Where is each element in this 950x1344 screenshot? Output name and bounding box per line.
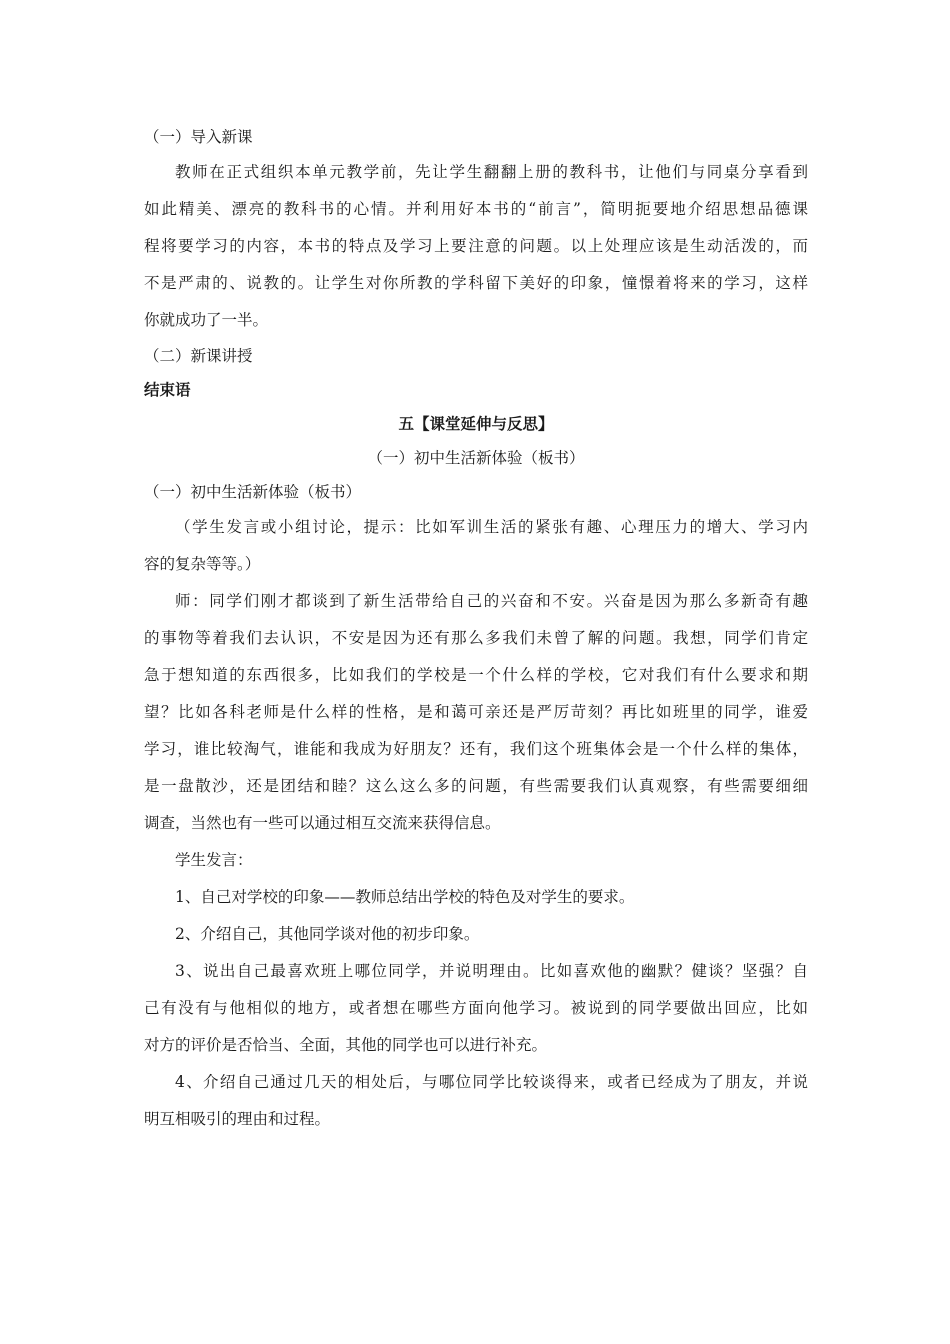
list-item-4 <box>144 1064 808 1138</box>
paragraph-line: 明互相吸引的理由和过程。 <box>144 1110 331 1128</box>
paragraph-line: 望？比如各科老师是什么样的性格，是和蔼可亲还是严厉苛刻？再比如班里的同学，谁爱 <box>144 703 808 721</box>
paragraph-line: （学生发言或小组讨论，提示：比如军训生活的紧张有趣、心理压力的增大、学习内 <box>175 518 808 536</box>
section-five-title: 五【课堂延伸与反思】 <box>398 415 554 433</box>
paragraph-line: 对方的评价是否恰当、全面，其他的同学也可以进行补充。 <box>144 1036 548 1054</box>
list-item-3 <box>144 953 808 1064</box>
heading-closing: 结束语 <box>144 381 191 399</box>
paragraph-line: 不是严肃的、说教的。让学生对你所教的学科留下美好的印象，憧憬着将来的学习，这样 <box>144 274 808 292</box>
paragraph-intro <box>144 154 808 339</box>
paragraph-line: 你就成功了一半。 <box>144 311 269 329</box>
paragraph-line: 教师在正式组织本单元教学前，先让学生翻翻上册的教科书，让他们与同桌分享看到 <box>175 163 808 181</box>
heading-new-lesson: （二）新课讲授 <box>144 347 253 365</box>
paragraph-line: 如此精美、漂亮的教科书的心情。并利用好本书的“前言”，简明扼要地介绍思想品德课 <box>144 200 808 218</box>
paragraph-line: 3、说出自己最喜欢班上哪位同学，并说明理由。比如喜欢他的幽默？健谈？坚强？自 <box>175 962 808 980</box>
board-title-center: （一）初中生活新体验（板书） <box>367 449 585 467</box>
paragraph-line: 的事物等着我们去认识，不安是因为还有那么多我们未曾了解的问题。我想，同学们肯定 <box>144 629 808 647</box>
paragraph-line: 己有没有与他相似的地方，或者想在哪些方面向他学习。被说到的同学要做出回应，比如 <box>144 999 808 1017</box>
paragraph-line: 学习，谁比较淘气，谁能和我成为好朋友？还有，我们这个班集体会是一个什么样的集体， <box>144 740 808 758</box>
list-item-1: 1、自己对学校的印象——教师总结出学校的特色及对学生的要求。 <box>175 888 635 906</box>
paragraph-line: 师：同学们刚才都谈到了新生活带给自己的兴奋和不安。兴奋是因为那么多新奇有趣 <box>175 592 808 610</box>
paragraph-line: 调查，当然也有一些可以通过相互交流来获得信息。 <box>144 814 501 832</box>
list-item-2: 2、介绍自己，其他同学谈对他的初步印象。 <box>175 925 480 943</box>
paragraph-line: 急于想知道的东西很多，比如我们的学校是一个什么样的学校，它对我们有什么要求和期 <box>144 666 808 684</box>
student-speak-label: 学生发言： <box>175 851 253 869</box>
paragraph-line: 是一盘散沙，还是团结和睦？这么这么多的问题，有些需要我们认真观察，有些需要细细 <box>144 777 808 795</box>
heading-intro-lesson: （一）导入新课 <box>144 128 253 146</box>
paragraph-line: 4、介绍自己通过几天的相处后，与哪位同学比较谈得来，或者已经成为了朋友，并说 <box>175 1073 808 1091</box>
board-title-left: （一）初中生活新体验（板书） <box>144 483 362 501</box>
paragraph-teacher <box>144 583 808 842</box>
paragraph-discussion <box>144 509 808 583</box>
paragraph-line: 容的复杂等等。） <box>144 555 261 573</box>
document-body <box>144 120 808 1138</box>
paragraph-line: 程将要学习的内容，本书的特点及学习上要注意的问题。以上处理应该是生动活泼的，而 <box>144 237 808 255</box>
